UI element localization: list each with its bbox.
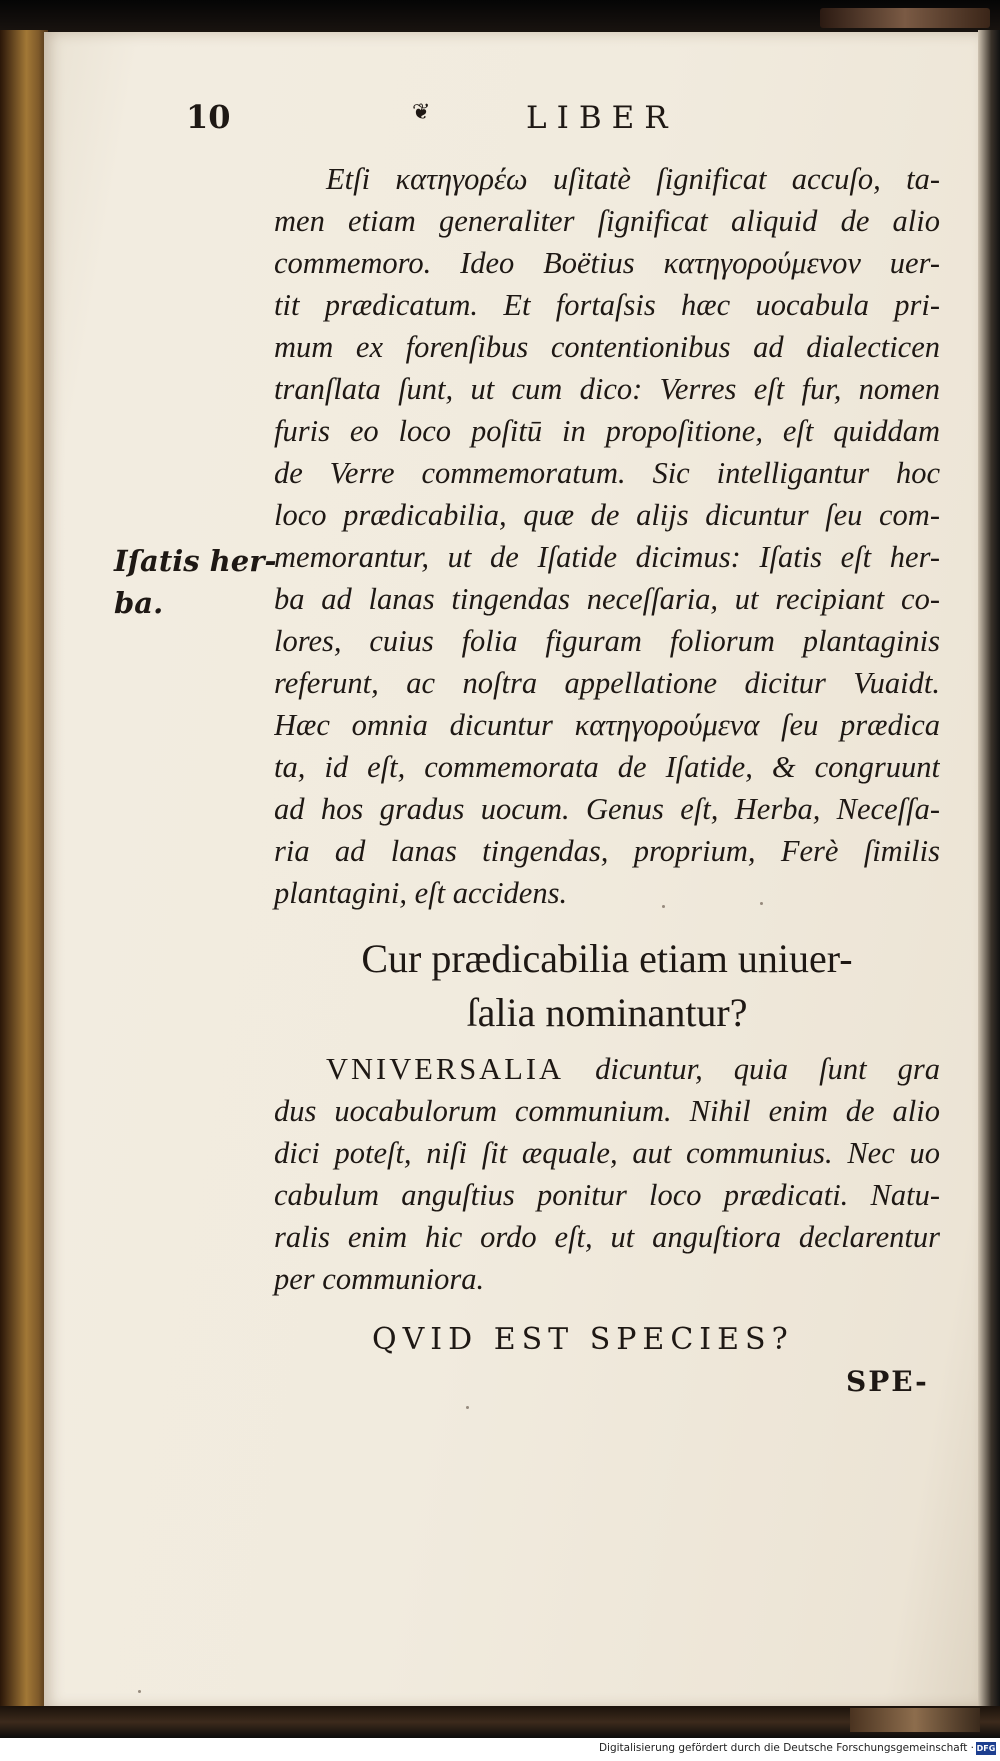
text-line: dici poteſt, niſi ſit æquale, aut communius. Nec uo — [274, 1136, 940, 1170]
text-line: loco prædicabilia, quæ de alijs dicuntur ſeu com- — [274, 498, 940, 532]
paper-speck — [138, 1690, 141, 1693]
folio-number: 10 — [186, 98, 231, 136]
text-line: ba ad lanas tingendas neceſſaria, ut recipiant co- — [274, 582, 940, 616]
text-line: referunt, ac noſtra appellatione dicitur Vuaidt. — [274, 666, 940, 700]
catchword: SPE- — [846, 1365, 929, 1398]
text-line: ta, id eſt, commemorata de Iſatide, & congruunt — [274, 750, 940, 784]
marginal-note — [114, 540, 277, 624]
text-line: Hæc omnia dicuntur κατηγορούμενα ſeu prædica — [274, 708, 940, 742]
text-line: plantagini, eſt accidens. — [274, 876, 568, 910]
text-line: Etſi κατηγορέω uſitatè ſignificat accuſo, ta- — [326, 162, 940, 196]
dfg-logo: DFG — [976, 1744, 996, 1753]
paper-speck — [760, 902, 763, 905]
text-line: cabulum anguſtius ponitur loco prædicati. Natu- — [274, 1178, 940, 1212]
text-line: tranſlata ſunt, ut cum dico: Verres eſt fur, nomen — [274, 372, 940, 406]
page-header — [0, 98, 1000, 148]
section-heading-universalia — [274, 932, 940, 1040]
heading-line: Cur prædicabilia etiam uniuer- — [361, 936, 853, 981]
text-line: de Verre commemoratum. Sic intelligantur hoc — [274, 456, 940, 490]
text-line: memorantur, ut de Iſatide dicimus: Iſatis eſt her- — [274, 540, 940, 574]
text-line: furis eo loco poſitū in propoſitione, eſt quiddam — [274, 414, 940, 448]
lead-line-rest: dicuntur, quia ſunt gra — [564, 1052, 940, 1086]
paragraph-1 — [274, 158, 940, 914]
paragraph-2 — [274, 1048, 940, 1300]
fleuron-icon: ❦ — [412, 100, 431, 125]
heading-line: ſalia nominantur? — [466, 990, 748, 1035]
text-line: ralis enim hic ordo eſt, ut anguſtiora declarentur — [274, 1220, 940, 1254]
bottom-edge-tear — [850, 1708, 980, 1732]
text-line: commemoro. Ideo Boëtius κατηγορούμενον uer- — [274, 246, 940, 280]
text-line: ria ad lanas tingendas, proprium, Ferè ſimilis — [274, 834, 940, 868]
page-right-edge — [978, 30, 1000, 1710]
text-line: lores, cuius folia figuram foliorum plantaginis — [274, 624, 940, 658]
paper-speck — [662, 905, 665, 908]
lead-word: VNIVERSALIA — [326, 1052, 565, 1086]
book-spine — [0, 30, 48, 1710]
top-edge-tear — [820, 8, 990, 28]
section-heading-species: QVID EST SPECIES? — [372, 1322, 794, 1357]
text-line: dus uocabulorum communium. Nihil enim de alio — [274, 1094, 940, 1128]
marginal-line: Iſatis her- — [114, 544, 277, 578]
running-head: LIBER — [526, 100, 678, 136]
text-line: men etiam generaliter ſignificat aliquid de alio — [274, 204, 940, 238]
text-line: mum ex forenſibus contentionibus ad dialecticen — [274, 330, 940, 364]
footer-credit: Digitalisierung gefördert durch die Deutsche Forschungsgemeinschaft · — [598, 1742, 974, 1754]
marginal-line: ba. — [114, 586, 164, 620]
text-line: per communiora. — [274, 1262, 485, 1296]
paper-speck — [466, 1406, 469, 1409]
text-line: tit prædicatum. Et fortaſsis hæc uocabula pri- — [274, 288, 940, 322]
text-line: ad hos gradus uocum. Genus eſt, Herba, Neceſſa- — [274, 792, 940, 826]
text-line — [274, 1048, 940, 1090]
